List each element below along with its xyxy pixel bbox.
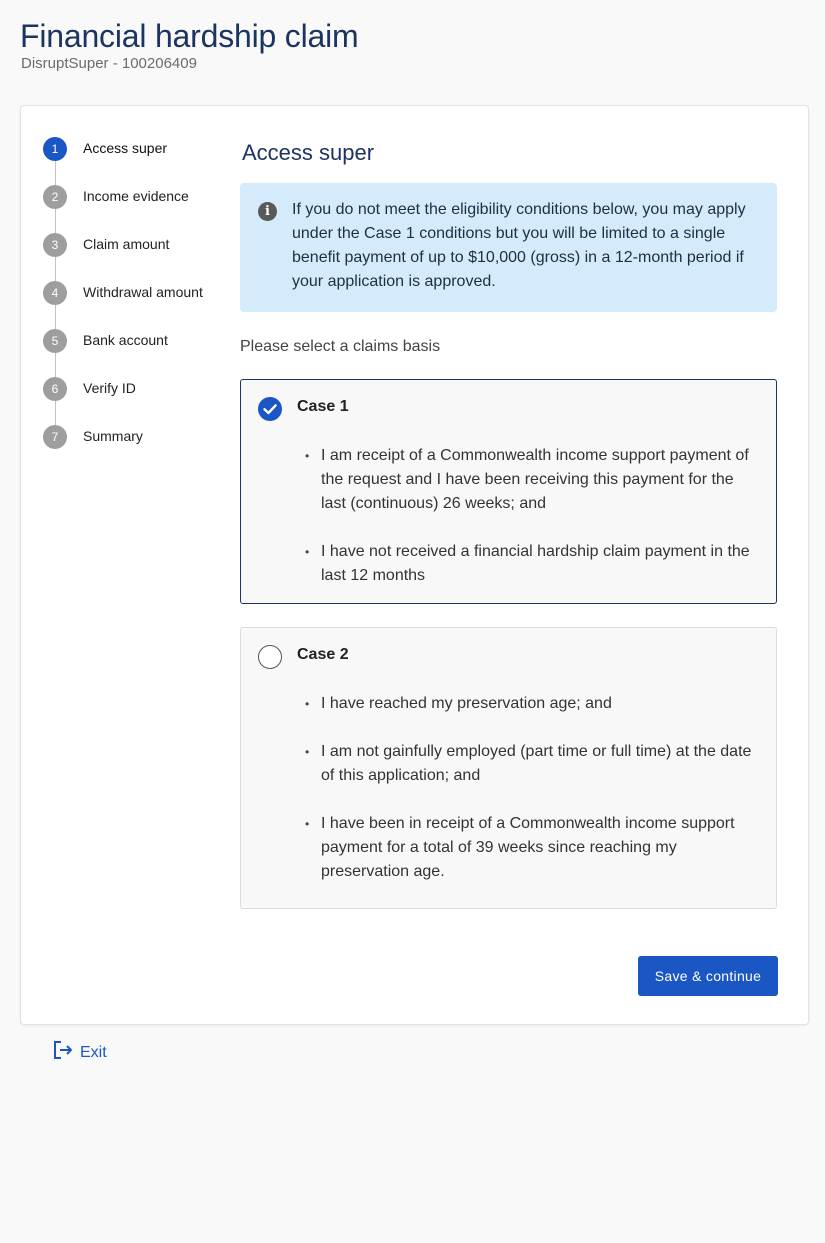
step-income-evidence[interactable] [43,185,223,233]
step-label: Verify ID [83,380,136,396]
option-conditions [305,692,755,908]
exit-icon [52,1039,74,1066]
page-subtitle: DisruptSuper - 100206409 [21,55,197,72]
claim-option-case-2[interactable] [240,627,777,909]
step-connector [55,209,56,233]
option-title: Case 2 [297,646,349,663]
condition-item: • I am not gainfully employed (part time or full time) at the date of this application; and [305,740,755,788]
condition-item: • I have been in receipt of a Commonwealth income support payment for a total of 39 weeks since reaching my preservation age. [305,812,755,884]
step-number: 5 [43,329,67,353]
claims-basis-label: Please select a claims basis [240,338,441,355]
stepper [43,137,223,473]
exit-link[interactable] [52,1039,107,1066]
option-conditions [305,444,755,612]
step-access-super[interactable] [43,137,223,185]
condition-item: • I have not received a financial hardship claim payment in the last 12 months [305,540,755,588]
step-connector [55,257,56,281]
step-summary[interactable] [43,425,223,473]
step-verify-id[interactable] [43,377,223,425]
step-label: Bank account [83,332,168,348]
exit-label: Exit [80,1043,107,1061]
info-icon: i [258,202,277,221]
step-label: Claim amount [83,236,170,252]
step-number: 7 [43,425,67,449]
save-continue-button[interactable]: Save & continue [638,956,778,996]
condition-item: • I am receipt of a Commonwealth income support payment of the request and I have been receiving this payment for the last (continuous) 26 weeks; and [305,444,755,516]
step-connector [55,353,56,377]
step-label: Withdrawal amount [83,284,203,300]
step-number: 3 [43,233,67,257]
condition-item: • I have reached my preservation age; and [305,692,755,716]
checked-radio-icon[interactable] [258,397,282,421]
info-text: If you do not meet the eligibility conditions below, you may apply under the Case 1 conditions but you will be limited to a single benefit payment of up to $10,000 (gross) in a 12-month period if your application is approved. [292,201,746,290]
step-connector [55,161,56,185]
section-title: Access super [242,140,375,165]
step-label: Access super [83,140,168,156]
option-title: Case 1 [297,398,349,415]
step-number: 1 [43,137,67,161]
step-withdrawal-amount[interactable] [43,281,223,329]
step-bank-account[interactable] [43,329,223,377]
step-label: Summary [83,428,143,444]
claim-card [20,105,809,1025]
step-number: 6 [43,377,67,401]
claim-option-case-1[interactable] [240,379,777,604]
page-title: Financial hardship claim [20,18,359,54]
step-number: 2 [43,185,67,209]
step-connector [55,401,56,425]
step-label: Income evidence [83,188,189,204]
step-connector [55,305,56,329]
unchecked-radio-icon[interactable] [258,645,282,669]
info-banner [240,183,777,312]
step-number: 4 [43,281,67,305]
step-claim-amount[interactable] [43,233,223,281]
